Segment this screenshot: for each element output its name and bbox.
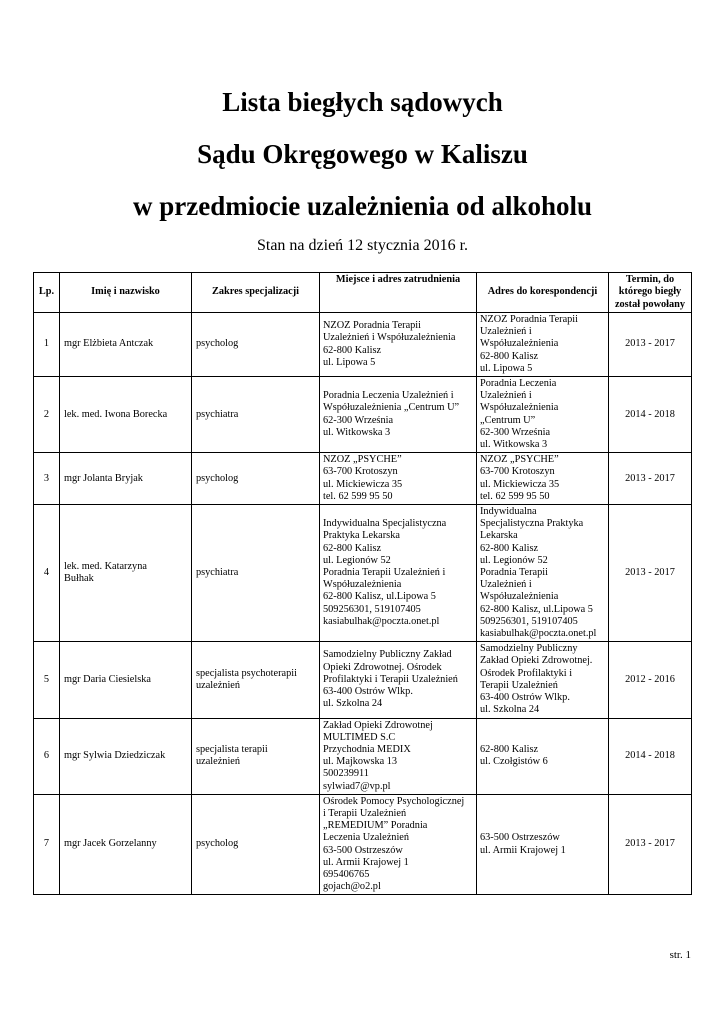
row-lp: 2 [34,377,60,453]
table-row [34,718,692,794]
row-term: 2014 - 2018 [609,377,692,453]
row-specialization: psycholog [192,453,320,505]
row-specialization: psycholog [192,794,320,895]
title-line-1: Lista biegłych sądowych [222,87,503,117]
row-workplace: NZOZ „PSYCHE” 63-700 Krotoszyn ul. Mickiewicza 35 tel. 62 599 95 50 [320,453,477,505]
row-term: 2014 - 2018 [609,718,692,794]
row-lp: 6 [34,718,60,794]
row-name: lek. med. Iwona Borecka [60,377,192,453]
row-name: lek. med. Katarzyna Bułhak [60,505,192,642]
col-header-lp: Lp. [34,273,60,313]
row-lp: 4 [34,505,60,642]
row-workplace: Poradnia Leczenia Uzależnień i Współuzależnienia „Centrum U” 62-300 Września ul. Witkowska 3 [320,377,477,453]
col-header-specialization: Zakres specjalizacji [192,273,320,313]
table-row [34,453,692,505]
row-name: mgr Daria Ciesielska [60,642,192,718]
status-date: Stan na dzień 12 stycznia 2016 r. [256,237,469,254]
row-correspondence: 62-800 Kalisz ul. Czołgistów 6 [477,718,609,794]
row-workplace: Zakład Opieki Zdrowotnej MULTIMED S.C Przychodnia MEDIX ul. Majkowska 13 500239911 sylwiad7@vp.pl [320,718,477,794]
page-number: str. 1 [669,949,691,961]
row-correspondence: NZOZ „PSYCHE” 63-700 Krotoszyn ul. Mickiewicza 35 tel. 62 599 95 50 [477,453,609,505]
row-name: mgr Sylwia Dziedziczak [60,718,192,794]
row-term: 2013 - 2017 [609,794,692,895]
title-line-3: w przedmiocie uzależnienia od alkoholu [133,191,592,221]
row-correspondence: 63-500 Ostrzeszów ul. Armii Krajowej 1 [477,794,609,895]
row-workplace: NZOZ Poradnia Terapii Uzależnień i Współuzależnienia 62-800 Kalisz ul. Lipowa 5 [320,313,477,377]
row-workplace: Indywidualna Specjalistyczna Praktyka Lekarska 62-800 Kalisz ul. Legionów 52 Poradnia Terapii Uzależnień i Współuzależnienia 62-800 Kalisz, ul.Lipowa 5 509256301, 519107405 kasiabulhak@poczta.onet.pl [320,505,477,642]
row-specialization: psychiatra [192,505,320,642]
row-name: mgr Jacek Gorzelanny [60,794,192,895]
row-lp: 1 [34,313,60,377]
row-lp: 5 [34,642,60,718]
row-name: mgr Elżbieta Antczak [60,313,192,377]
table-row [34,377,692,453]
row-correspondence: Samodzielny Publiczny Zakład Opieki Zdrowotnej. Ośrodek Profilaktyki i Terapii Uzależnień 63-400 Ostrów Wlkp. ul. Szkolna 24 [477,642,609,718]
title-line-2: Sądu Okręgowego w Kaliszu [197,139,528,169]
row-correspondence: NZOZ Poradnia Terapii Uzależnień i Współuzależnienia 62-800 Kalisz ul. Lipowa 5 [477,313,609,377]
row-specialization: specjalista psychoterapii uzależnień [192,642,320,718]
table-row [34,794,692,895]
row-correspondence: Poradnia Leczenia Uzależnień i Współuzależnienia „Centrum U” 62-300 Września ul. Witkowska 3 [477,377,609,453]
row-term: 2013 - 2017 [609,453,692,505]
row-term: 2013 - 2017 [609,505,692,642]
row-lp: 7 [34,794,60,895]
table-row [34,313,692,377]
row-workplace: Samodzielny Publiczny Zakład Opieki Zdrowotnej. Ośrodek Profilaktyki i Terapii Uzależnień 63-400 Ostrów Wlkp. ul. Szkolna 24 [320,642,477,718]
experts-table [33,272,692,895]
table-header-row [34,273,692,313]
table-row [34,505,692,642]
row-term: 2012 - 2016 [609,642,692,718]
col-header-term: Termin, do którego biegły został powołany [609,273,692,313]
row-specialization: specjalista terapii uzależnień [192,718,320,794]
row-name: mgr Jolanta Bryjak [60,453,192,505]
row-specialization: psycholog [192,313,320,377]
col-header-correspondence: Adres do korespondencji [477,273,609,313]
row-lp: 3 [34,453,60,505]
row-correspondence: Indywidualna Specjalistyczna Praktyka Lekarska 62-800 Kalisz ul. Legionów 52 Poradnia Terapii Uzależnień i Współuzależnienia 62-800 Kalisz, ul.Lipowa 5 509256301, 519107405 kasiabulhak@poczta.onet.pl [477,505,609,642]
row-specialization: psychiatra [192,377,320,453]
col-header-workplace: Miejsce i adres zatrudnienia [320,273,477,313]
table-row [34,642,692,718]
col-header-name: Imię i nazwisko [60,273,192,313]
row-term: 2013 - 2017 [609,313,692,377]
row-workplace: Ośrodek Pomocy Psychologicznej i Terapii Uzależnień „REMEDIUM” Poradnia Leczenia Uzależnień 63-500 Ostrzeszów ul. Armii Krajowej 1 695406765 gojach@o2.pl [320,794,477,895]
